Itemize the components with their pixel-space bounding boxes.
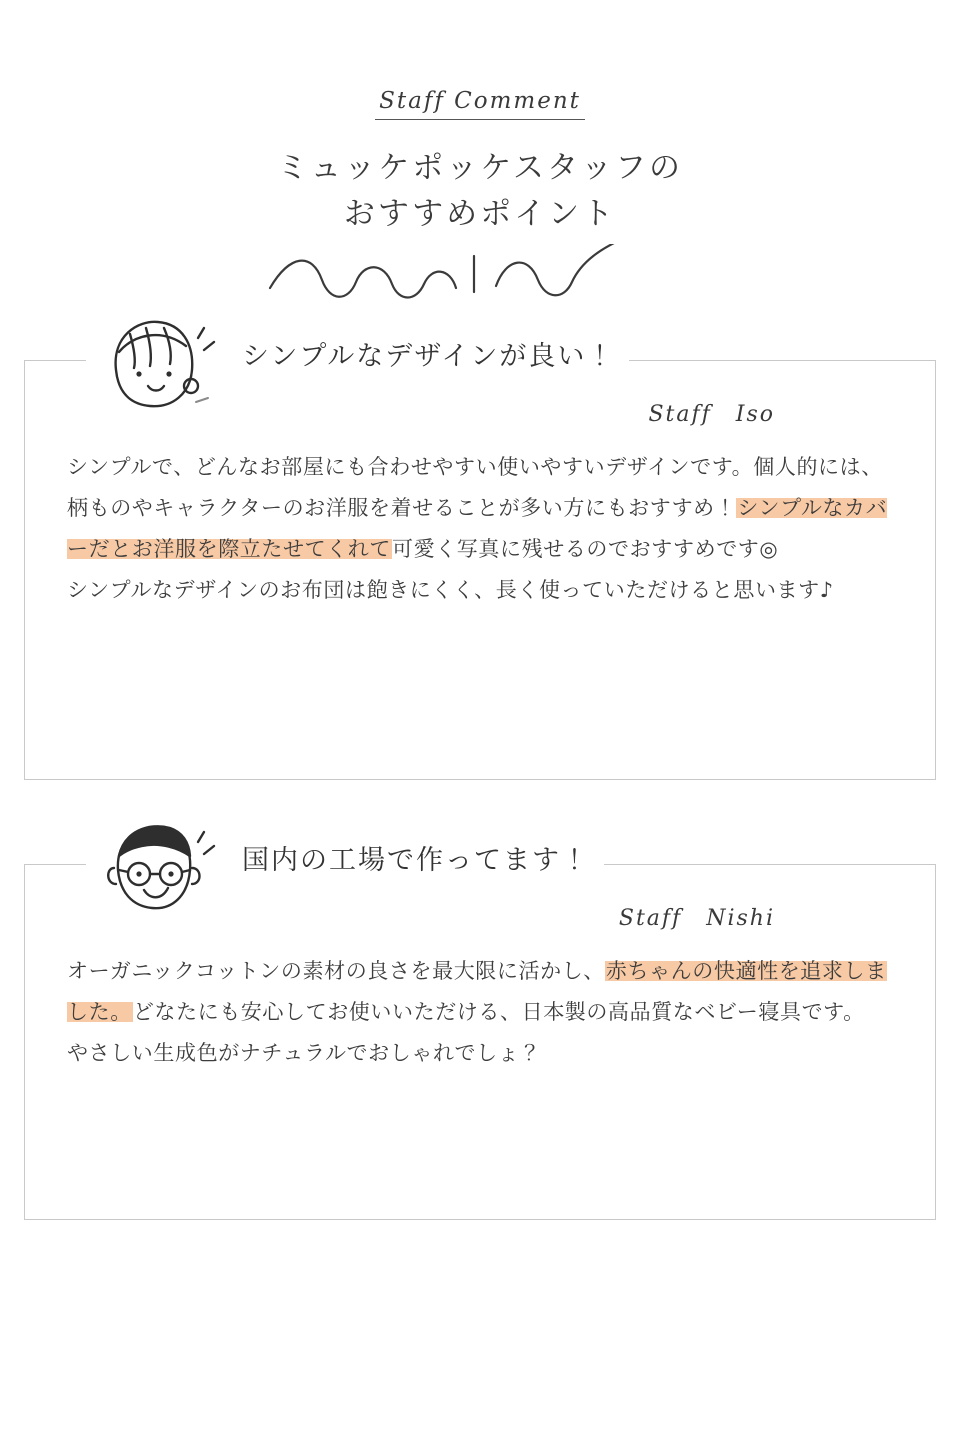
paragraph	[67, 447, 893, 570]
staff-comment-2-title-row	[232, 838, 928, 878]
staff-comment-1-title-row	[232, 334, 928, 374]
text-segment: 可愛く写真に残せるのでおすすめです◎	[392, 536, 779, 561]
female-staff-face-icon	[86, 308, 218, 432]
page-header	[0, 0, 960, 314]
staff-comment-1-body	[67, 447, 893, 611]
wave-underline-icon	[260, 244, 700, 314]
section-eyebrow: Staff Comment	[379, 88, 581, 120]
paragraph	[67, 1033, 893, 1074]
staff-comment-2	[24, 845, 936, 1220]
paragraph	[67, 951, 893, 1033]
text-segment: シンプルなデザインのお布団は飽きにくく、長く使っていただけると思います♪	[67, 577, 834, 602]
highlighted-text: 赤ちゃんの快適性を追求しました。	[67, 958, 887, 1024]
bottom-spacer	[0, 1220, 960, 1320]
page-title-line-2: おすすめポイント	[343, 195, 617, 232]
text-segment: オーガニックコットンの素材の良さを最大限に活かし、	[67, 958, 605, 983]
staff-comment-2-name: Staff Nishi	[618, 905, 775, 931]
staff-comment-2-title: 国内の工場で作ってます！	[232, 838, 604, 877]
page-title	[0, 146, 960, 238]
text-segment: やさしい生成色がナチュラルでおしゃれでしょ？	[67, 1040, 541, 1065]
text-segment: シンプルで、どんなお部屋にも合わせやすい使いやすいデザインです。個人的には、柄ものやキャラクターのお洋服を着せることが多い方にもおすすめ！	[67, 454, 883, 520]
staff-comment-1-name: Staff Iso	[648, 401, 775, 427]
paragraph	[67, 570, 893, 611]
highlighted-text: シンプルなカバーだとお洋服を際立たせてくれて	[67, 495, 888, 561]
staff-comment-2-body	[67, 951, 893, 1074]
page-title-line-1: ミュッケポッケスタッフの	[276, 150, 684, 186]
text-segment: どなたにも安心してお使いいただける、日本製の高品質なベビー寝具です。	[132, 999, 865, 1024]
staff-comment-1	[24, 341, 936, 780]
male-staff-face-icon	[86, 812, 218, 936]
staff-comment-1-title: シンプルなデザインが良い！	[232, 334, 629, 373]
